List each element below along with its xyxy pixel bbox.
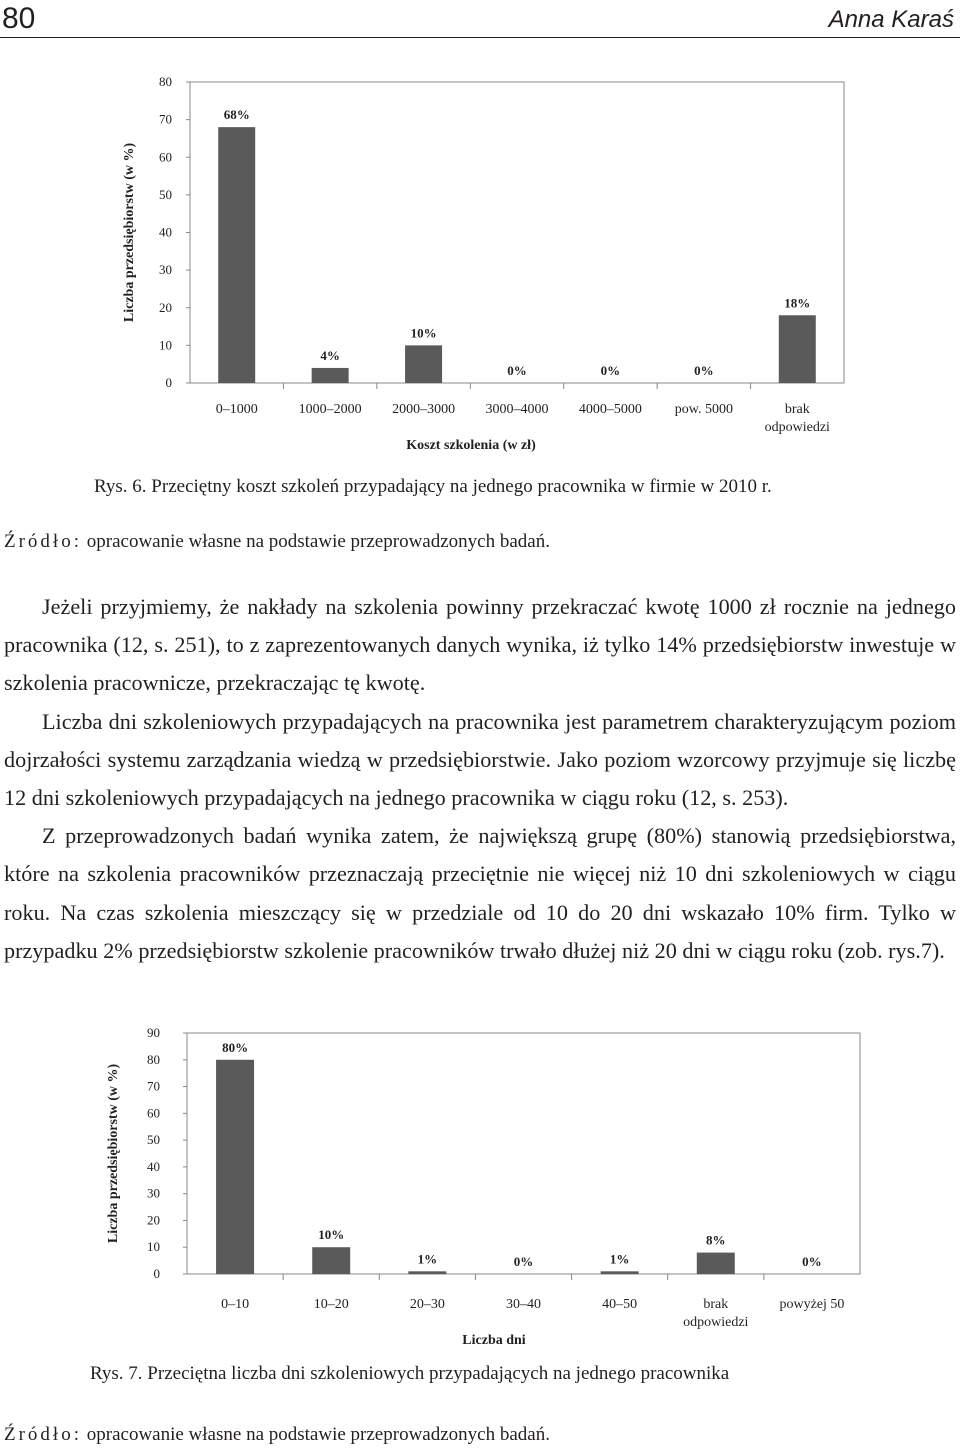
figure-7-source-label: Źródło: [4, 1424, 82, 1445]
x-category-label: 0–10 [221, 1297, 250, 1312]
page-header [0, 0, 960, 40]
y-tick-label: 20 [147, 1212, 160, 1228]
x-category-label: 30–40 [506, 1297, 541, 1312]
data-label: 1% [417, 1251, 438, 1267]
bar [312, 368, 349, 383]
x-axis-title: Liczba dni [462, 1333, 526, 1348]
data-label: 0% [513, 1254, 534, 1269]
x-category-label: 4000–5000 [578, 402, 642, 417]
figure-6-caption: Rys. 6. Przeciętny koszt szkoleń przypadający na jednego pracownika w firmie w 2010 r. [94, 476, 772, 497]
x-category-label: pow. 5000 [674, 402, 733, 417]
data-label: 4% [320, 347, 340, 363]
x-category-label: brak odpowiedzi [683, 1297, 749, 1330]
y-tick-label: 30 [159, 262, 172, 278]
y-tick-label: 40 [159, 224, 172, 240]
y-tick-label: 90 [147, 1025, 160, 1040]
figure-7-chart [0, 1010, 960, 1360]
figure-6-chart [0, 60, 960, 460]
figure-6-source-text: opracowanie własne na podstawie przeprowadzonych badań. [82, 531, 550, 552]
x-category-label: 20–30 [409, 1297, 445, 1312]
y-axis-title: Liczba przedsiębiorstw (w %) [122, 142, 137, 323]
paragraph-3: Z przeprowadzonych badań wynika zatem, że największą grupę (80%) stanowią przedsiębiorstwa, które na szkolenia pracowników przeznaczają przeciętnie nie więcej niż 10 dni szkoleniowych w ciągu roku. Na czas szkolenia mieszczący się w przedziale od 10 do 20 dni wskazało 10% firm. Tylko w przypadku 2% przedsiębiorstw szkolenie pracowników trwało dłużej niż 20 dni w ciągu roku (zob. rys.7). [4, 823, 956, 963]
x-category-label: 10–20 [313, 1297, 349, 1312]
body-text [4, 588, 956, 970]
y-tick-label: 0 [153, 1266, 160, 1281]
figure-7-source-text: opracowanie własne na podstawie przeprowadzonych badań. [82, 1424, 550, 1445]
y-tick-label: 60 [159, 149, 172, 165]
x-category-label: 40–50 [602, 1297, 638, 1312]
bar [405, 345, 442, 383]
bar [697, 1253, 735, 1274]
header-rule [0, 37, 960, 38]
data-label: 68% [223, 107, 250, 123]
x-category-label: brak odpowiedzi [764, 402, 830, 435]
data-label: 10% [318, 1227, 345, 1243]
data-label: 10% [410, 325, 437, 341]
x-category-label: powyżej 50 [779, 1297, 845, 1312]
running-head-author: Anna Karaś [828, 6, 954, 33]
y-tick-label: 50 [159, 186, 172, 202]
plot-area-border [187, 1033, 860, 1274]
y-tick-label: 20 [159, 299, 172, 315]
data-label: 0% [600, 363, 621, 378]
figure-7-caption: Rys. 7. Przeciętna liczba dni szkoleniowych przypadających na jednego pracownika [90, 1363, 730, 1384]
y-tick-label: 10 [159, 337, 172, 353]
paragraph-1: Jeżeli przyjmiemy, że nakłady na szkolenia powinny przekraczać kwotę 1000 zł rocznie na jednego pracownika (12, s. 251), to z zaprezentowanych danych wynika, iż tylko 14% przedsiębiorstw inwestuje w szkolenia pracownicze, przekraczając tę kwotę. [4, 594, 956, 696]
page-number: 80 [2, 2, 36, 35]
data-label: 18% [784, 295, 811, 311]
y-tick-label: 40 [147, 1158, 160, 1174]
figure-7-source [4, 1424, 550, 1446]
y-tick-label: 70 [147, 1078, 160, 1094]
data-label: 1% [609, 1251, 630, 1267]
plot-area-border [190, 82, 844, 383]
y-tick-label: 10 [147, 1239, 160, 1255]
data-label: 0% [694, 363, 714, 378]
bar [218, 127, 255, 383]
data-label: 0% [507, 363, 527, 378]
bar [779, 315, 816, 383]
y-axis-title: Liczba przedsiębiorstw (w %) [106, 1063, 121, 1244]
x-category-label: 0–1000 [215, 402, 258, 417]
bar [408, 1271, 446, 1274]
y-tick-label: 50 [147, 1132, 160, 1148]
bar [601, 1271, 639, 1274]
y-tick-label: 60 [147, 1105, 160, 1121]
figure-6-source [4, 531, 550, 553]
y-tick-label: 70 [159, 111, 172, 127]
y-tick-label: 0 [165, 375, 172, 390]
bar [312, 1247, 350, 1274]
y-tick-label: 80 [147, 1051, 160, 1067]
y-tick-label: 80 [159, 74, 172, 89]
data-label: 8% [706, 1232, 726, 1248]
x-axis-title: Koszt szkolenia (w zł) [406, 438, 536, 453]
x-category-label: 2000–3000 [392, 402, 456, 417]
data-label: 80% [222, 1039, 249, 1055]
x-category-label: 1000–2000 [298, 402, 362, 417]
y-tick-label: 30 [147, 1185, 160, 1201]
paragraph-2: Liczba dni szkoleniowych przypadających na pracownika jest parametrem charakteryzującym poziom dojrzałości systemu zarządzania wiedzą w przedsiębiorstwie. Jako poziom wzorcowy przyjmuje się liczbę 12 dni szkoleniowych przypadających na jednego pracownika w ciągu roku (12, s. 253). [4, 708, 956, 811]
bar [216, 1060, 254, 1274]
figure-6-source-label: Źródło: [4, 531, 82, 552]
data-label: 0% [802, 1254, 822, 1269]
x-category-label: 3000–4000 [485, 402, 549, 417]
